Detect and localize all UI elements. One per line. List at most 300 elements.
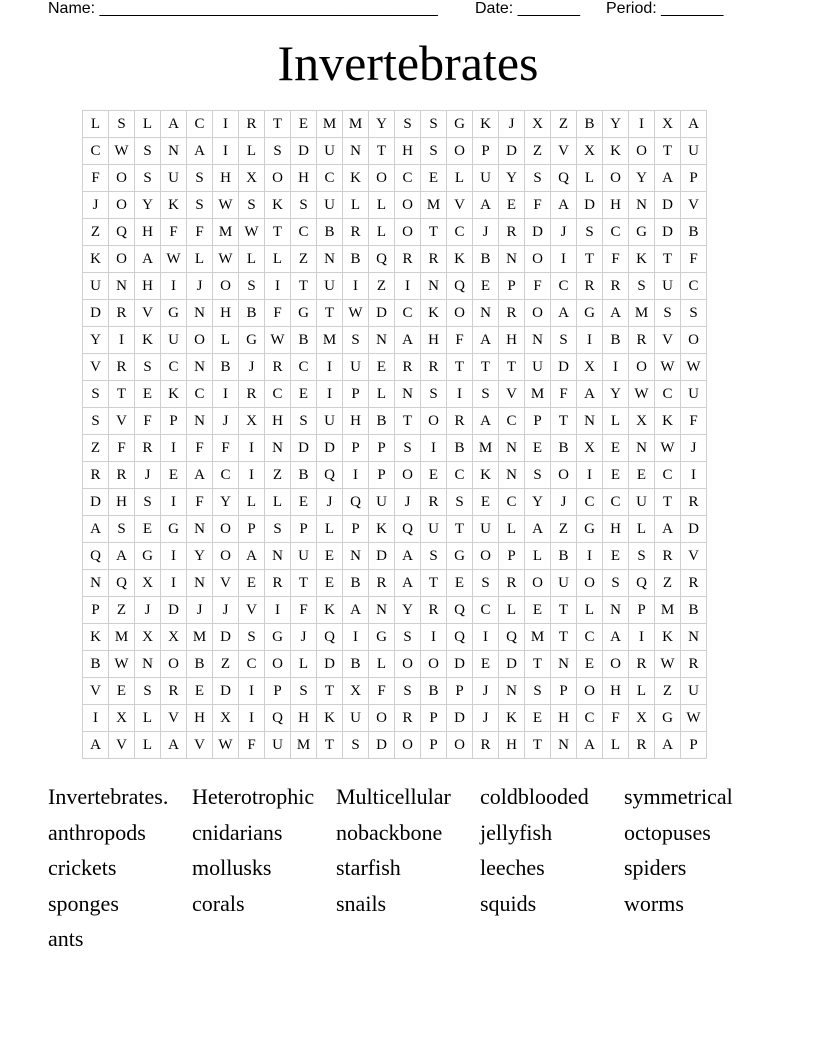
grid-cell: C (603, 489, 629, 516)
grid-cell: E (161, 462, 187, 489)
grid-cell: O (629, 138, 655, 165)
grid-cell: T (369, 138, 395, 165)
grid-cell: X (239, 408, 265, 435)
grid-cell: U (473, 516, 499, 543)
grid-cell: F (109, 435, 135, 462)
grid-cell: U (161, 165, 187, 192)
grid-cell: R (499, 300, 525, 327)
grid-cell: B (239, 300, 265, 327)
grid-cell: Q (447, 273, 473, 300)
grid-cell: I (681, 462, 707, 489)
word-list-item: coldblooded (480, 784, 589, 809)
grid-cell: S (655, 300, 681, 327)
grid-cell: E (525, 705, 551, 732)
grid-cell: T (577, 246, 603, 273)
grid-cell: T (265, 219, 291, 246)
grid-cell: N (187, 516, 213, 543)
grid-cell: U (681, 138, 707, 165)
grid-cell: U (655, 273, 681, 300)
grid-cell: G (239, 327, 265, 354)
grid-cell: R (681, 489, 707, 516)
grid-cell: T (551, 624, 577, 651)
grid-cell: K (317, 705, 343, 732)
word-list-item: ants (48, 926, 84, 951)
grid-cell: H (213, 165, 239, 192)
grid-cell: U (681, 678, 707, 705)
grid-cell: H (291, 705, 317, 732)
grid-cell: K (83, 246, 109, 273)
grid-cell: S (421, 138, 447, 165)
grid-cell: L (369, 192, 395, 219)
grid-cell: I (83, 705, 109, 732)
grid-cell: G (655, 705, 681, 732)
grid-row (83, 489, 707, 516)
grid-cell: U (473, 165, 499, 192)
grid-cell: C (499, 489, 525, 516)
grid-cell: B (577, 111, 603, 138)
grid-cell: A (343, 597, 369, 624)
grid-cell: N (395, 381, 421, 408)
grid-cell: T (655, 246, 681, 273)
grid-cell: T (525, 732, 551, 759)
grid-cell: U (551, 570, 577, 597)
grid-cell: Y (369, 111, 395, 138)
word-list-item: Invertebrates. (48, 784, 169, 809)
grid-cell: C (603, 219, 629, 246)
grid-cell: I (421, 624, 447, 651)
grid-row (83, 246, 707, 273)
grid-cell: I (395, 273, 421, 300)
grid-cell: O (369, 165, 395, 192)
word-list-item: nobackbone (336, 819, 443, 845)
grid-cell: Q (343, 489, 369, 516)
grid-cell: H (603, 678, 629, 705)
grid-cell: C (317, 165, 343, 192)
grid-cell: R (681, 651, 707, 678)
grid-cell: A (161, 732, 187, 759)
grid-cell: O (447, 732, 473, 759)
grid-cell: H (551, 705, 577, 732)
grid-cell: F (161, 219, 187, 246)
grid-cell: O (395, 462, 421, 489)
grid-cell: W (239, 219, 265, 246)
grid-cell: V (213, 570, 239, 597)
grid-cell: L (499, 516, 525, 543)
grid-row (83, 651, 707, 678)
grid-cell: K (629, 246, 655, 273)
grid-cell: V (681, 192, 707, 219)
grid-cell: L (317, 516, 343, 543)
grid-cell: M (473, 435, 499, 462)
grid-cell: M (655, 597, 681, 624)
grid-cell: K (161, 381, 187, 408)
grid-cell: S (577, 219, 603, 246)
grid-cell: E (525, 597, 551, 624)
word-list-item: spiders (624, 855, 687, 880)
grid-cell: A (551, 300, 577, 327)
grid-cell: R (343, 219, 369, 246)
grid-cell: F (603, 246, 629, 273)
grid-cell: C (187, 111, 213, 138)
grid-cell: B (551, 543, 577, 570)
grid-cell: B (213, 354, 239, 381)
grid-cell: I (343, 624, 369, 651)
grid-row (83, 192, 707, 219)
grid-cell: L (447, 165, 473, 192)
grid-cell: Z (551, 111, 577, 138)
grid-cell: W (109, 138, 135, 165)
grid-cell: X (213, 705, 239, 732)
grid-cell: N (343, 138, 369, 165)
grid-cell: N (343, 543, 369, 570)
grid-row (83, 462, 707, 489)
grid-cell: S (395, 678, 421, 705)
grid-cell: Q (551, 165, 577, 192)
grid-cell: C (577, 489, 603, 516)
grid-cell: O (551, 462, 577, 489)
grid-row (83, 354, 707, 381)
grid-cell: I (239, 435, 265, 462)
grid-cell: O (395, 192, 421, 219)
grid-cell: Z (109, 597, 135, 624)
grid-cell: S (629, 543, 655, 570)
grid-cell: S (265, 138, 291, 165)
word-list-item: Heterotrophic (192, 784, 315, 809)
grid-cell: O (525, 246, 551, 273)
grid-cell: R (447, 408, 473, 435)
grid-cell: A (525, 516, 551, 543)
grid-cell: A (655, 516, 681, 543)
grid-cell: T (317, 732, 343, 759)
grid-cell: D (369, 732, 395, 759)
grid-cell: N (473, 300, 499, 327)
grid-cell: C (265, 381, 291, 408)
grid-cell: F (525, 192, 551, 219)
grid-cell: F (369, 678, 395, 705)
grid-cell: P (239, 516, 265, 543)
grid-cell: T (317, 300, 343, 327)
grid-cell: D (499, 651, 525, 678)
grid-cell: N (603, 597, 629, 624)
grid-cell: P (629, 597, 655, 624)
grid-cell: Q (447, 597, 473, 624)
grid-cell: D (681, 516, 707, 543)
grid-cell: S (421, 543, 447, 570)
grid-cell: D (161, 597, 187, 624)
grid-cell: N (369, 597, 395, 624)
grid-cell: B (603, 327, 629, 354)
grid-cell: G (629, 219, 655, 246)
grid-cell: R (83, 462, 109, 489)
grid-cell: Y (187, 543, 213, 570)
grid-cell: J (187, 273, 213, 300)
grid-cell: N (187, 300, 213, 327)
grid-cell: Q (109, 570, 135, 597)
grid-cell: A (603, 624, 629, 651)
grid-cell: S (525, 462, 551, 489)
grid-cell: P (681, 165, 707, 192)
grid-cell: N (499, 435, 525, 462)
word-list-item: cnidarians (192, 819, 283, 845)
grid-cell: J (213, 408, 239, 435)
grid-cell: N (369, 327, 395, 354)
grid-cell: S (83, 408, 109, 435)
grid-cell: P (291, 516, 317, 543)
grid-cell: R (109, 354, 135, 381)
grid-cell: Y (135, 192, 161, 219)
grid-cell: J (291, 624, 317, 651)
grid-cell: R (161, 678, 187, 705)
grid-cell: L (83, 111, 109, 138)
grid-cell: N (187, 408, 213, 435)
grid-cell: A (161, 111, 187, 138)
grid-cell: X (109, 705, 135, 732)
grid-cell: S (395, 111, 421, 138)
grid-cell: H (135, 273, 161, 300)
grid-cell: Z (551, 516, 577, 543)
grid-cell: O (369, 705, 395, 732)
grid-cell: L (265, 489, 291, 516)
grid-cell: D (499, 138, 525, 165)
grid-cell: F (187, 219, 213, 246)
grid-cell: S (395, 435, 421, 462)
grid-cell: S (291, 408, 317, 435)
grid-cell: P (499, 543, 525, 570)
grid-cell: I (603, 354, 629, 381)
grid-cell: Q (447, 624, 473, 651)
grid-cell: P (343, 381, 369, 408)
grid-cell: A (239, 543, 265, 570)
grid-cell: S (135, 138, 161, 165)
grid-cell: I (213, 381, 239, 408)
grid-cell: H (343, 408, 369, 435)
grid-cell: O (473, 543, 499, 570)
grid-cell: N (187, 354, 213, 381)
grid-cell: X (343, 678, 369, 705)
grid-cell: C (187, 381, 213, 408)
grid-cell: B (343, 651, 369, 678)
grid-cell: O (187, 327, 213, 354)
grid-cell: E (187, 678, 213, 705)
grid-cell: V (135, 300, 161, 327)
grid-cell: L (135, 732, 161, 759)
grid-cell: U (369, 489, 395, 516)
grid-cell: O (421, 408, 447, 435)
grid-cell: V (187, 732, 213, 759)
grid-cell: U (291, 543, 317, 570)
grid-cell: F (187, 435, 213, 462)
grid-cell: P (499, 273, 525, 300)
grid-cell: K (655, 408, 681, 435)
grid-cell: O (681, 327, 707, 354)
grid-row (83, 570, 707, 597)
grid-cell: S (239, 273, 265, 300)
grid-cell: F (681, 408, 707, 435)
grid-cell: S (135, 354, 161, 381)
grid-cell: B (421, 678, 447, 705)
grid-cell: I (161, 435, 187, 462)
grid-cell: N (161, 138, 187, 165)
grid-cell: T (291, 273, 317, 300)
grid-cell: S (629, 273, 655, 300)
grid-cell: S (109, 516, 135, 543)
grid-row (83, 705, 707, 732)
grid-cell: D (291, 435, 317, 462)
word-list-item: leeches (480, 855, 545, 880)
grid-cell: R (421, 246, 447, 273)
grid-cell: X (135, 624, 161, 651)
grid-cell: A (681, 111, 707, 138)
grid-cell: S (681, 300, 707, 327)
grid-cell: D (447, 705, 473, 732)
grid-cell: R (629, 651, 655, 678)
grid-cell: T (525, 651, 551, 678)
grid-cell: H (265, 408, 291, 435)
grid-cell: A (187, 138, 213, 165)
grid-cell: O (577, 570, 603, 597)
grid-cell: O (421, 651, 447, 678)
grid-cell: P (551, 678, 577, 705)
grid-cell: D (317, 435, 343, 462)
grid-cell: O (525, 570, 551, 597)
grid-cell: K (473, 462, 499, 489)
grid-cell: P (343, 516, 369, 543)
grid-cell: B (317, 219, 343, 246)
grid-cell: L (577, 165, 603, 192)
grid-cell: L (525, 543, 551, 570)
grid-cell: B (369, 408, 395, 435)
grid-cell: U (525, 354, 551, 381)
grid-cell: F (525, 273, 551, 300)
grid-cell: L (239, 138, 265, 165)
grid-cell: R (265, 570, 291, 597)
grid-cell: V (681, 543, 707, 570)
grid-cell: N (629, 192, 655, 219)
grid-cell: I (265, 597, 291, 624)
grid-cell: D (213, 678, 239, 705)
grid-cell: R (395, 705, 421, 732)
grid-cell: P (369, 462, 395, 489)
grid-cell: N (551, 732, 577, 759)
grid-cell: S (83, 381, 109, 408)
grid-cell: F (447, 327, 473, 354)
grid-cell: V (239, 597, 265, 624)
grid-row (83, 678, 707, 705)
grid-cell: I (213, 138, 239, 165)
grid-cell: E (291, 111, 317, 138)
grid-row (83, 435, 707, 462)
word-list-item: worms (624, 890, 684, 916)
grid-cell: Q (395, 516, 421, 543)
grid-cell: B (681, 219, 707, 246)
grid-cell: E (317, 543, 343, 570)
grid-cell: R (265, 354, 291, 381)
grid-cell: R (395, 354, 421, 381)
grid-cell: J (551, 219, 577, 246)
grid-cell: N (135, 651, 161, 678)
grid-cell: S (343, 732, 369, 759)
grid-cell: R (499, 219, 525, 246)
grid-cell: R (421, 354, 447, 381)
grid-cell: W (629, 381, 655, 408)
grid-cell: M (213, 219, 239, 246)
grid-row (83, 165, 707, 192)
grid-cell: E (447, 570, 473, 597)
grid-cell: C (83, 138, 109, 165)
grid-cell: A (577, 381, 603, 408)
grid-cell: D (369, 300, 395, 327)
grid-cell: R (473, 732, 499, 759)
grid-cell: J (83, 192, 109, 219)
grid-row (83, 516, 707, 543)
grid-cell: W (655, 435, 681, 462)
word-list-item: mollusks (192, 855, 272, 880)
grid-cell: B (343, 570, 369, 597)
grid-cell: O (395, 651, 421, 678)
grid-cell: I (161, 543, 187, 570)
grid-cell: O (265, 651, 291, 678)
grid-cell: R (629, 327, 655, 354)
grid-row (83, 624, 707, 651)
grid-cell: U (317, 408, 343, 435)
period-field-label: Period: _______ (606, 0, 724, 17)
grid-cell: S (525, 165, 551, 192)
grid-cell: C (655, 462, 681, 489)
grid-cell: J (317, 489, 343, 516)
grid-cell: D (369, 543, 395, 570)
grid-cell: Z (265, 462, 291, 489)
grid-cell: S (291, 678, 317, 705)
grid-cell: I (421, 435, 447, 462)
grid-cell: S (265, 516, 291, 543)
grid-cell: B (83, 651, 109, 678)
grid-cell: P (681, 732, 707, 759)
grid-cell: R (629, 732, 655, 759)
word-list-item: sponges (48, 890, 119, 916)
grid-cell: R (499, 570, 525, 597)
grid-cell: N (265, 435, 291, 462)
grid-cell: A (655, 732, 681, 759)
grid-cell: J (499, 111, 525, 138)
grid-cell: Q (317, 462, 343, 489)
grid-cell: L (291, 651, 317, 678)
grid-cell: E (473, 489, 499, 516)
grid-cell: Y (213, 489, 239, 516)
grid-cell: C (577, 705, 603, 732)
grid-cell: I (239, 462, 265, 489)
grid-cell: A (83, 516, 109, 543)
grid-cell: P (265, 678, 291, 705)
grid-cell: D (551, 354, 577, 381)
grid-cell: F (603, 705, 629, 732)
grid-cell: D (317, 651, 343, 678)
grid-cell: H (603, 192, 629, 219)
grid-cell: I (473, 624, 499, 651)
grid-cell: J (213, 597, 239, 624)
grid-cell: V (447, 192, 473, 219)
grid-cell: L (369, 219, 395, 246)
grid-cell: J (135, 462, 161, 489)
grid-row (83, 732, 707, 759)
grid-cell: W (213, 246, 239, 273)
grid-row (83, 327, 707, 354)
grid-cell: S (109, 111, 135, 138)
grid-cell: P (343, 435, 369, 462)
grid-cell: I (629, 111, 655, 138)
grid-cell: I (317, 354, 343, 381)
grid-cell: S (135, 489, 161, 516)
word-list-item: jellyfish (480, 819, 553, 845)
